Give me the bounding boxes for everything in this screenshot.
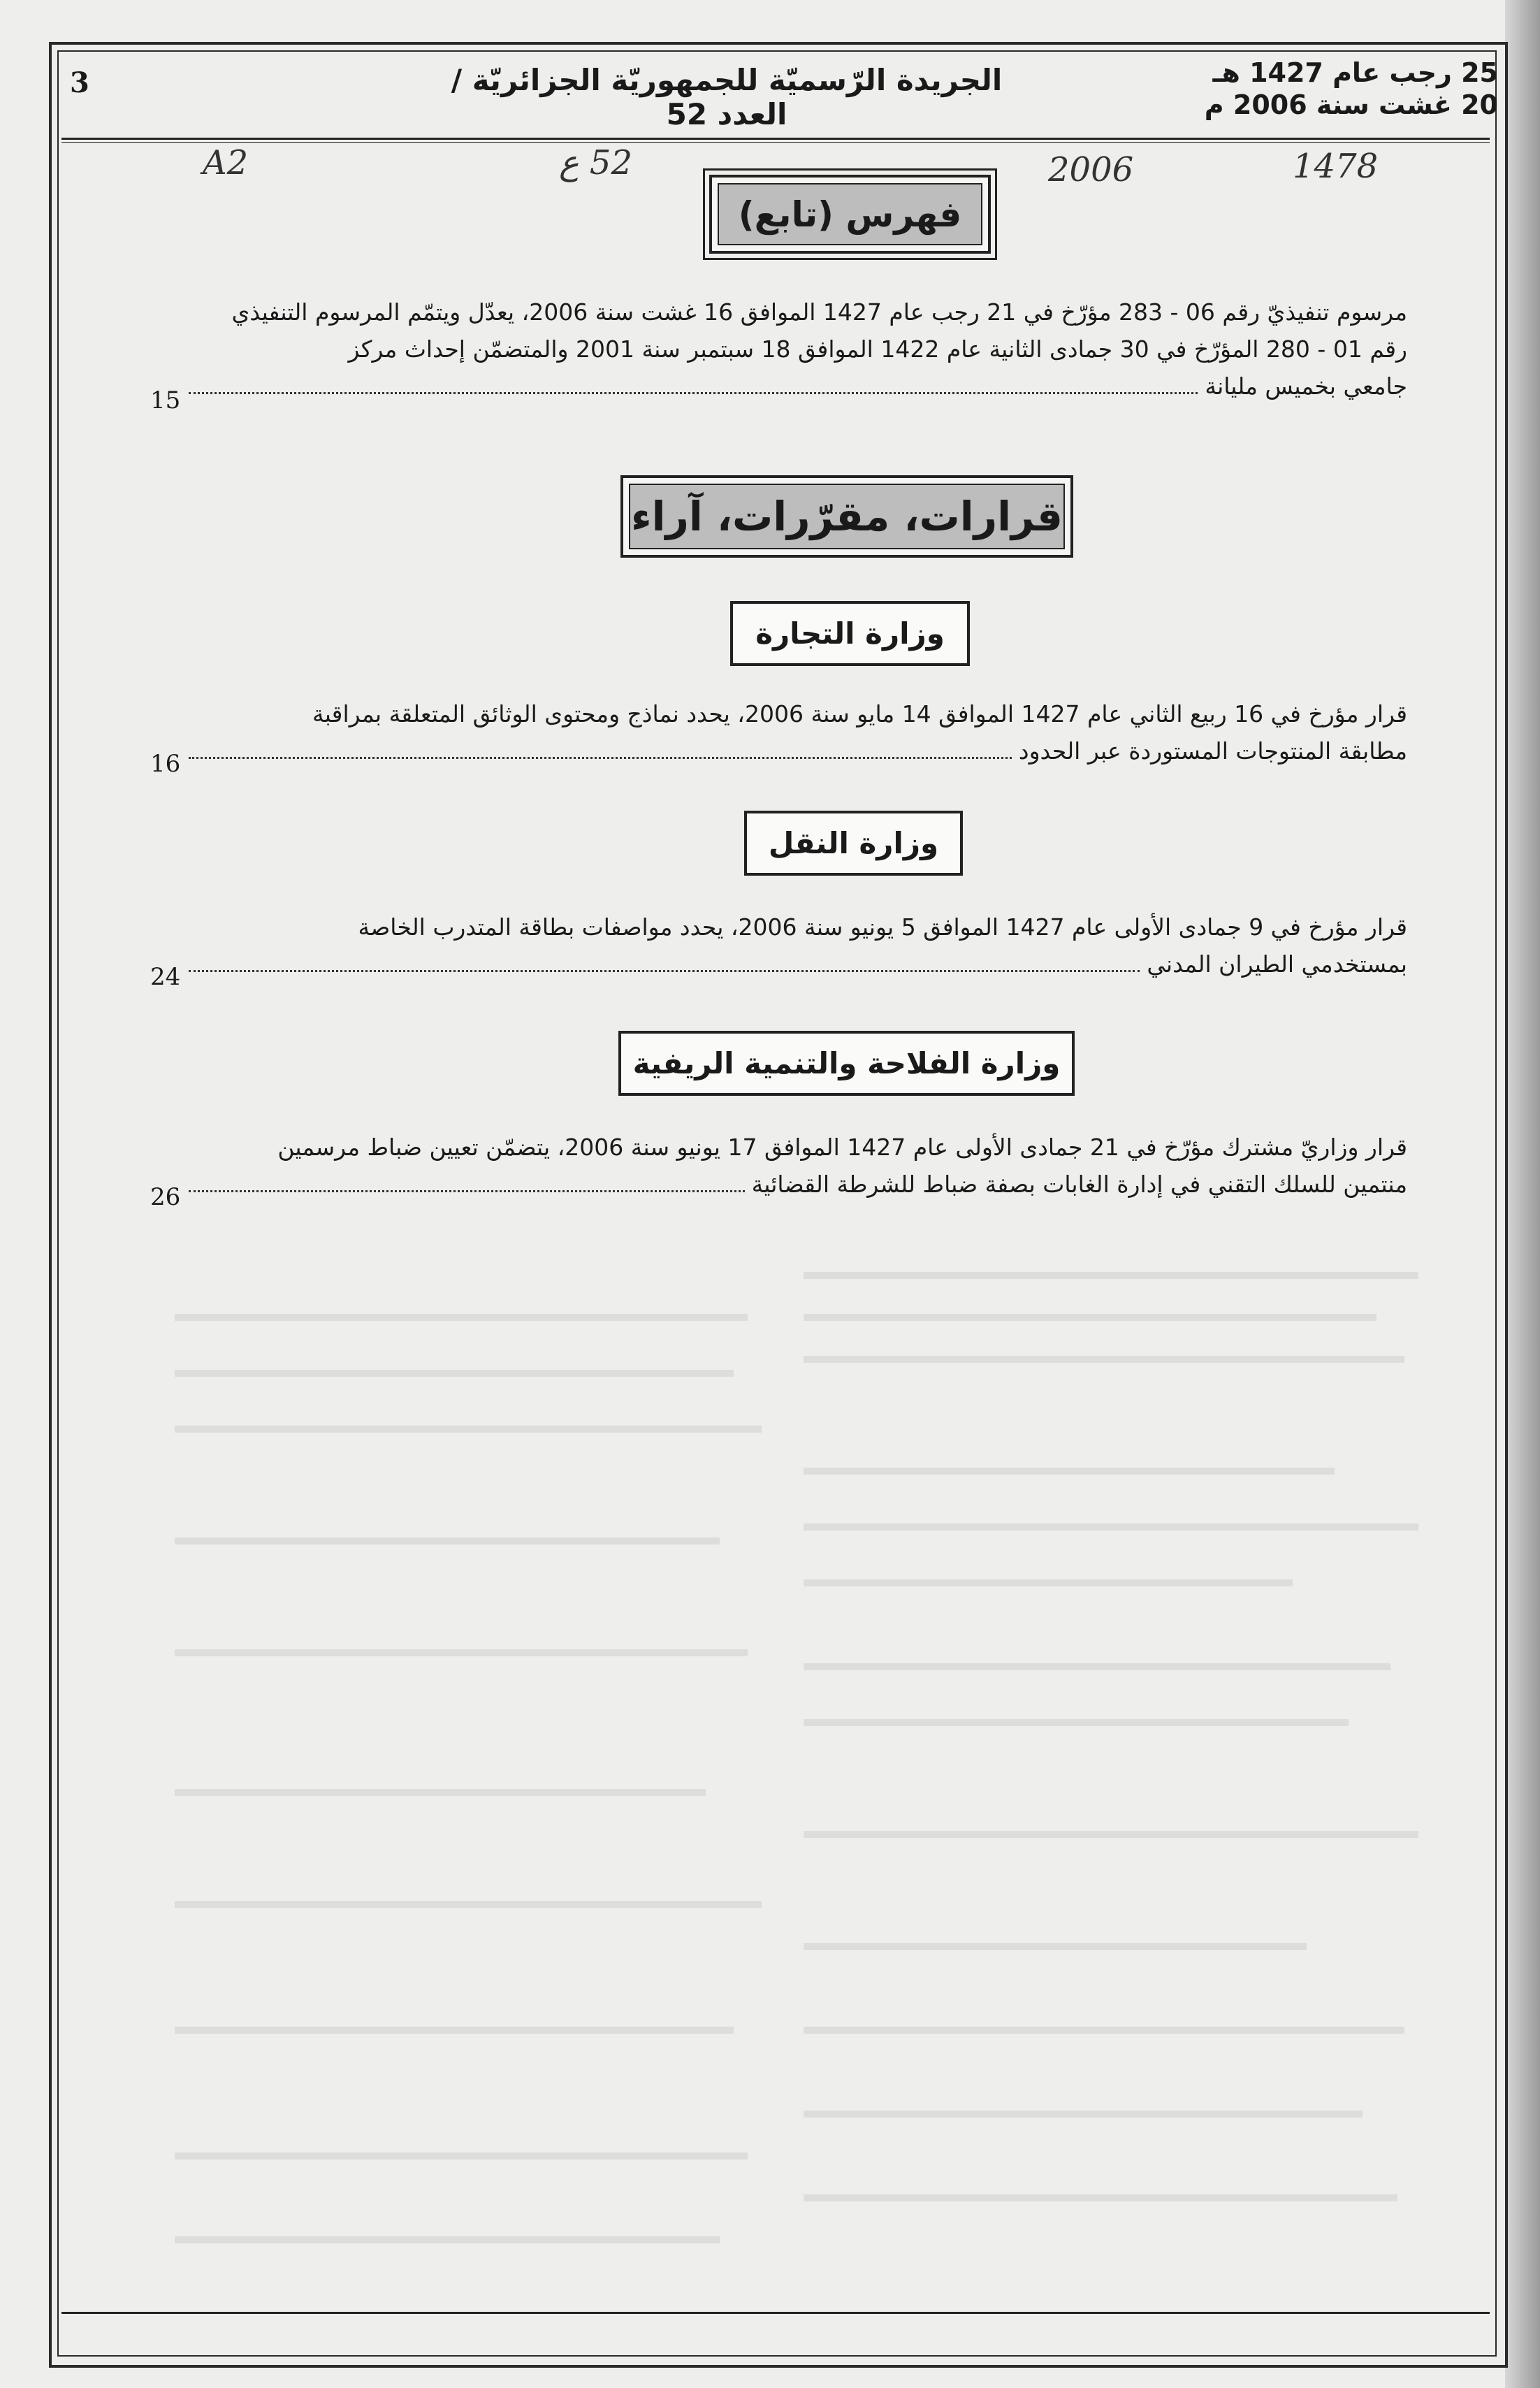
ministry-agriculture-heading xyxy=(618,1031,1075,1096)
entry-last-line xyxy=(182,368,1407,405)
ministry-transport-heading xyxy=(744,811,963,876)
entry-line: قرار مؤرخ في 9 جمادى الأولى عام 1427 الموافق 5 يونيو سنة 2006، يحدد مواصفات بطاقة المتدرب الخاصة xyxy=(358,913,1407,941)
handwritten-year-note: 2006 xyxy=(1048,150,1134,189)
page-ref: 15 xyxy=(150,386,181,414)
entry-line: مطابقة المنتوجات المستوردة عبر الحدود xyxy=(1018,737,1407,765)
dot-leader xyxy=(189,1173,745,1192)
entry-line: قرار وزاريّ مشترك مؤرّخ في 21 جمادى الأولى عام 1427 الموافق 17 يونيو سنة 2006، يتضمّن تعيين ضباط مرسمين xyxy=(277,1134,1407,1161)
page-ref: 26 xyxy=(150,1183,181,1211)
footer-divider xyxy=(61,2312,1490,2314)
index-entry-commerce xyxy=(182,695,1407,769)
dot-leader xyxy=(189,740,1012,759)
ministry-transport-title: وزارة النقل xyxy=(768,826,939,860)
ministry-agriculture-title: وزارة الفلاحة والتنمية الريفية xyxy=(632,1046,1061,1080)
page-ref: 24 xyxy=(150,963,181,991)
index-entry-agriculture xyxy=(182,1129,1407,1203)
header-date-gregorian: 20 غشت سنة 2006 م xyxy=(1204,89,1498,120)
page-ref: 16 xyxy=(150,750,181,778)
header-divider-thin xyxy=(61,142,1490,143)
entry-line: بمستخدمي الطيران المدني xyxy=(1147,950,1407,978)
entry-line: منتمين للسلك التقني في إدارة الغابات بصفة ضباط للشرطة القضائية xyxy=(751,1171,1407,1198)
header-divider xyxy=(61,138,1490,140)
index-entry-executive-decree xyxy=(182,294,1407,405)
entry-last-line xyxy=(182,1166,1407,1203)
decisions-title: قرارات، مقرّرات، آراء xyxy=(630,493,1063,540)
dot-leader xyxy=(189,375,1198,394)
handwritten-a2-note: A2 xyxy=(203,143,249,182)
handwritten-number-note: 1478 xyxy=(1293,147,1379,186)
journal-header-title: الجريدة الرّسميّة للجمهوريّة الجزائريّة / العدد 52 xyxy=(451,63,1003,131)
index-entry-transport xyxy=(182,909,1407,983)
entry-line: رقم 01 - 280 المؤرّخ في 30 جمادى الثانية عام 1422 الموافق 18 سبتمبر سنة 2001 والمتضمّن إحداث مركز xyxy=(348,335,1407,363)
header-date-hijri: 25 رجب عام 1427 هـ xyxy=(1212,57,1498,88)
dot-leader xyxy=(189,953,1140,972)
page-number: 3 xyxy=(70,66,89,99)
entry-line: مرسوم تنفيذيّ رقم 06 - 283 مؤرّخ في 21 رجب عام 1427 الموافق 16 غشت سنة 2006، يعدّل ويتمّم المرسوم التنفيذي xyxy=(231,298,1407,326)
entry-last-line xyxy=(182,946,1407,983)
ministry-commerce-heading xyxy=(730,601,970,666)
decisions-heading xyxy=(620,475,1073,558)
index-continued-title: فهرس (تابع) xyxy=(738,194,962,235)
page-binding-edge xyxy=(1505,0,1540,2388)
ministry-commerce-title: وزارة التجارة xyxy=(755,616,945,651)
entry-line: جامعي بخميس مليانة xyxy=(1205,372,1407,400)
entry-last-line xyxy=(182,732,1407,769)
entry-line: قرار مؤرخ في 16 ربيع الثاني عام 1427 الموافق 14 مايو سنة 2006، يحدد نماذج ومحتوى الوثائق المتعلقة بمراقبة xyxy=(312,700,1407,728)
index-continued-heading xyxy=(709,175,991,254)
handwritten-issue-note: 52 ع xyxy=(559,143,632,182)
